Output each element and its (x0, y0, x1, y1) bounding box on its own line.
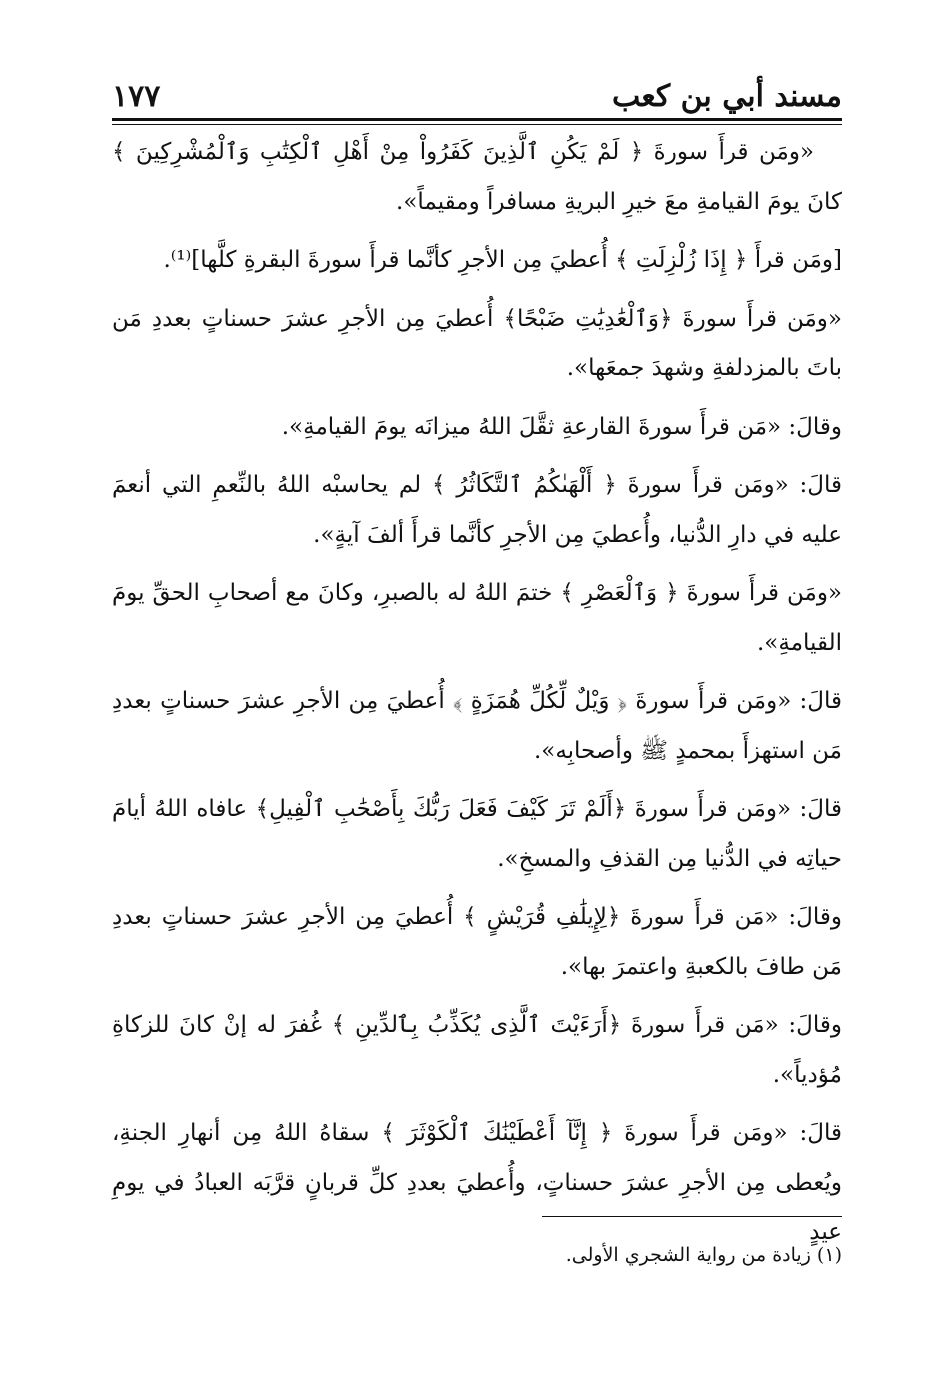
footnote: (١) زيادة من رواية الشجري الأولى. (565, 1244, 842, 1266)
paragraph: «ومَن قرأَ سورةَ ﴿وَٱلْعَٰدِيَٰتِ ضَبْحًا﴾ أُعطيَ مِن الأجرِ عشرَ حسناتٍ بعددِ مَن باتَ بالمزدلفةِ وشهدَ جمعَها». (112, 305, 842, 381)
footnote-rule (542, 1216, 842, 1217)
paragraph: قالَ: «ومَن قرأَ سورةَ ﴿ أَلْهَىٰكُمُ ٱلتَّكَاثُرُ ﴾ لم يحاسبْه اللهُ بالنِّعمِ التي أنعمَ عليه في دارِ الدُّنيا، وأُعطيَ مِن الأجرِ كأنَّما قرأَ ألفَ آيةٍ». (112, 472, 842, 548)
header-rule (112, 118, 842, 125)
paragraph: «ومَن قرأَ سورةَ ﴿ وَٱلْعَصْرِ ﴾ ختمَ اللهُ له بالصبرِ، وكانَ مع أصحابِ الحقِّ يومَ القيامةِ». (112, 580, 842, 656)
paragraph: قالَ: «ومَن قرأَ سورةَ ﴿أَلَمْ تَرَ كَيْفَ فَعَلَ رَبُّكَ بِأَصْحَٰبِ ٱلْفِيلِ﴾ عافاه اللهُ أيامَ حياتِه في الدُّنيا مِن القذفِ والمسخِ». (112, 796, 842, 872)
paragraph: وقالَ: «مَن قرأَ سورةَ ﴿أَرَءَيْتَ ٱلَّذِى يُكَذِّبُ بِٱلدِّينِ ﴾ غُفرَ له إنْ كانَ للزكاةِ مُؤدياً». (112, 1012, 842, 1088)
book-title: مسند أبي بن كعب (611, 79, 842, 114)
page-number: ١٧٧ (112, 79, 161, 114)
paragraph: «ومَن قرأَ سورةَ ﴿ لَمْ يَكُنِ ٱلَّذِينَ كَفَرُواْ مِنْ أَهْلِ ٱلْكِتَٰبِ وَٱلْمُشْرِكِينَ ﴾ كانَ يومَ القيامةِ معَ خيرِ البريةِ مسافراً ومقيماً». (112, 139, 842, 215)
page-header (112, 64, 842, 114)
paragraph: وقالَ: «مَن قرأَ سورةَ ﴿لِإِيلَٰفِ قُرَيْشٍ ﴾ أُعطيَ مِن الأجرِ عشرَ حسناتٍ بعددِ مَن طافَ بالكعبةِ واعتمرَ بها». (112, 904, 842, 980)
paragraph: قالَ: «ومَن قرأَ سورةَ ﴿ إِنَّآ أَعْطَيْنَٰكَ ٱلْكَوْثَرَ ﴾ سقاهُ اللهُ مِن أنهارِ الجنةِ، ويُعطى مِن الأجرِ عشرَ حسناتٍ، وأُعطيَ بعددِ كلِّ قربانٍ قرَّبَه العبادُ في يومِ عيدٍ (112, 1120, 842, 1245)
paragraph: قالَ: «ومَن قرأَ سورةَ ﴿ وَيْلٌ لِّكُلِّ هُمَزَةٍ ﴾ أُعطيَ مِن الأجرِ عشرَ حسناتٍ بعددِ مَن استهزأَ بمحمدٍ ﷺ وأصحابِه». (112, 688, 842, 764)
body-text (112, 128, 842, 1267)
paragraph: [ومَن قرأَ ﴿ إِذَا زُلْزِلَتِ ﴾ أُعطيَ مِن الأجرِ كأنَّما قرأَ سورةَ البقرةِ كلَّها]⁽¹⁾. (163, 247, 842, 273)
paragraph: وقالَ: «مَن قرأَ سورةَ القارعةِ ثقَّلَ اللهُ ميزانَه يومَ القيامةِ». (281, 413, 842, 440)
